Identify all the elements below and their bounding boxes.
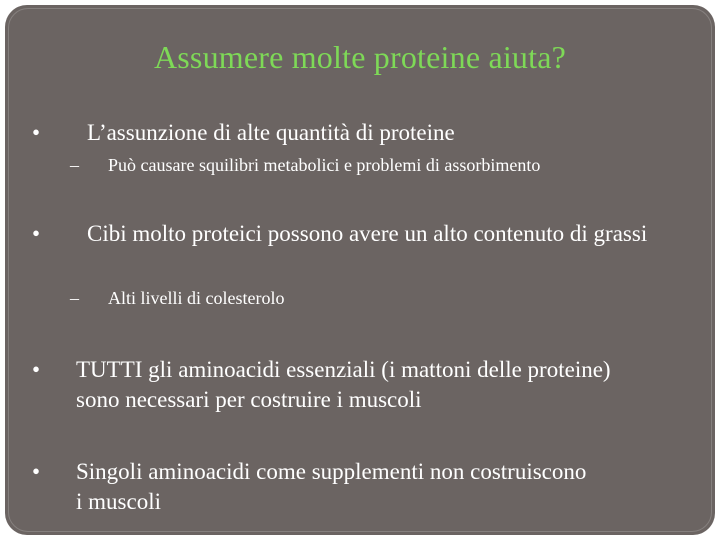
bullet-text: Può causare squilibri metabolici e problemi di assorbimento — [108, 155, 541, 175]
bullet-marker: • — [32, 357, 41, 382]
bullet-text: L’assunzione di alte quantità di proteine — [87, 120, 455, 145]
bullet-protein-intake — [32, 118, 672, 148]
bullet-essential-amino-acids — [32, 355, 642, 415]
bullet-text: TUTTI gli aminoacidi essenziali (i mattoni delle proteine) sono necessari per costruire i muscoli — [76, 357, 611, 412]
bullet-text: Singoli aminoacidi come supplementi non costruiscono i muscoli — [76, 459, 587, 514]
dash-marker: – — [70, 155, 79, 175]
slide — [5, 5, 715, 535]
bullet-text: Alti livelli di colesterolo — [108, 288, 285, 308]
bullet-marker: • — [32, 221, 41, 246]
sub-bullet-metabolic-imbalance — [70, 154, 710, 176]
bullet-marker: • — [32, 459, 41, 484]
bullet-text: Cibi molto proteici possono avere un alto contenuto di grassi — [87, 221, 648, 246]
bullet-marker: • — [32, 120, 41, 145]
bullet-high-fat-content — [32, 219, 682, 249]
bullet-single-amino-acids — [32, 457, 592, 517]
slide-border — [8, 8, 712, 532]
slide-title: Assumere molte proteine aiuta? — [153, 39, 567, 75]
dash-marker: – — [70, 288, 79, 308]
sub-bullet-cholesterol — [70, 287, 670, 309]
